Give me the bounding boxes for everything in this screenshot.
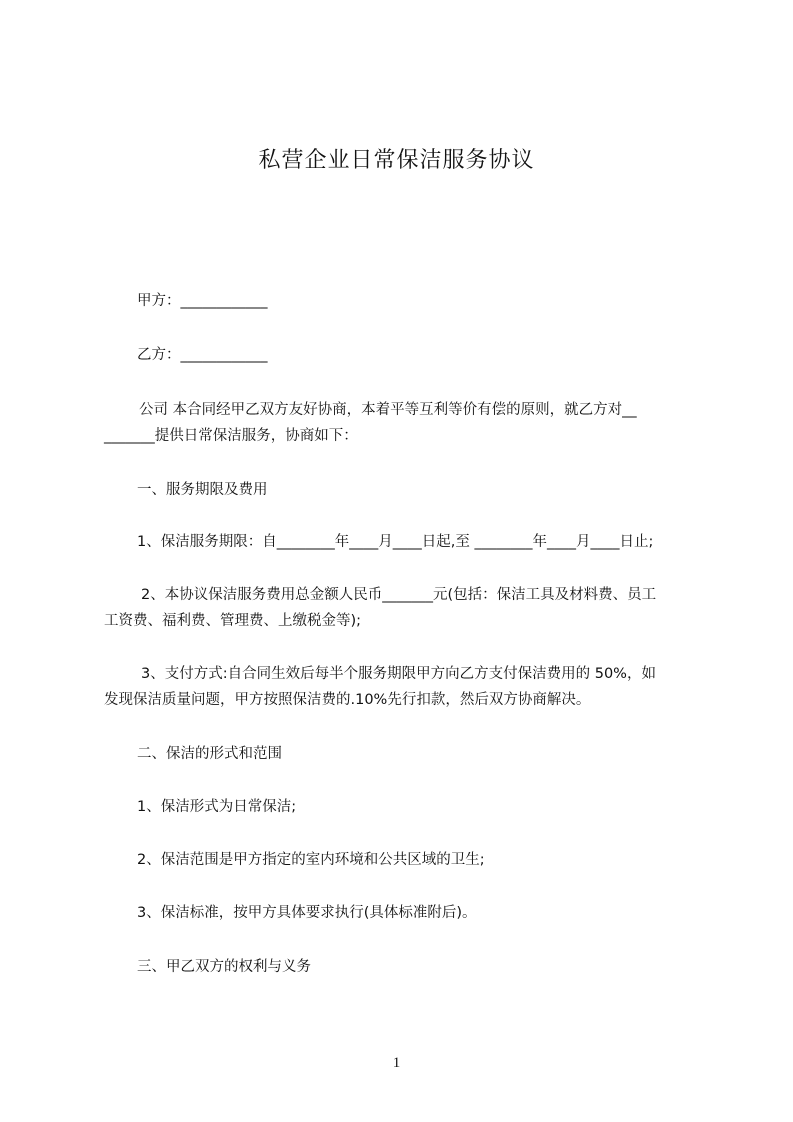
payment-clause-line-2: 发现保洁质量问题，甲方按照保洁费的.10%先行扣款，然后双方协商解决。 [104,692,591,708]
service-fee-clause-line-1: 2、本协议保洁服务费用总金额人民币_______元(包括：保洁工具及材料费、员工 [141,587,657,603]
section-heading-2: 二、保洁的形式和范围 [137,746,282,762]
service-fee-clause-line-2: 工资费、福利费、管理费、上缴税金等); [104,613,362,629]
cleaning-standard-clause: 3、保洁标准，按甲方具体要求执行(具体标准附后)。 [137,905,477,921]
section-heading-3: 三、甲乙双方的权利与义务 [137,959,311,975]
cleaning-form-clause: 1、保洁形式为日常保洁; [137,799,297,815]
document-title: 私营企业日常保洁服务协议 [258,148,535,173]
intro-paragraph-line-2: _______提供日常保洁服务，协商如下： [104,428,358,444]
party-a-line: 甲方：____________ [137,293,268,309]
intro-paragraph-line-1: 公司 本合同经甲乙双方友好协商，本着平等互利等价有偿的原则，就乙方对__ [139,402,637,418]
page-number: 1 [392,1055,401,1071]
cleaning-scope-clause: 2、保洁范围是甲方指定的室内环境和公共区域的卫生; [137,852,485,868]
party-b-line: 乙方：____________ [137,347,268,363]
section-heading-1: 一、服务期限及费用 [137,482,268,498]
service-period-clause: 1、保洁服务期限：自________年____月____日起,至 ________年____月____日止; [137,534,654,550]
payment-clause-line-1: 3、支付方式:自合同生效后每半个服务期限甲方向乙方支付保洁费用的 50%，如 [141,666,656,682]
